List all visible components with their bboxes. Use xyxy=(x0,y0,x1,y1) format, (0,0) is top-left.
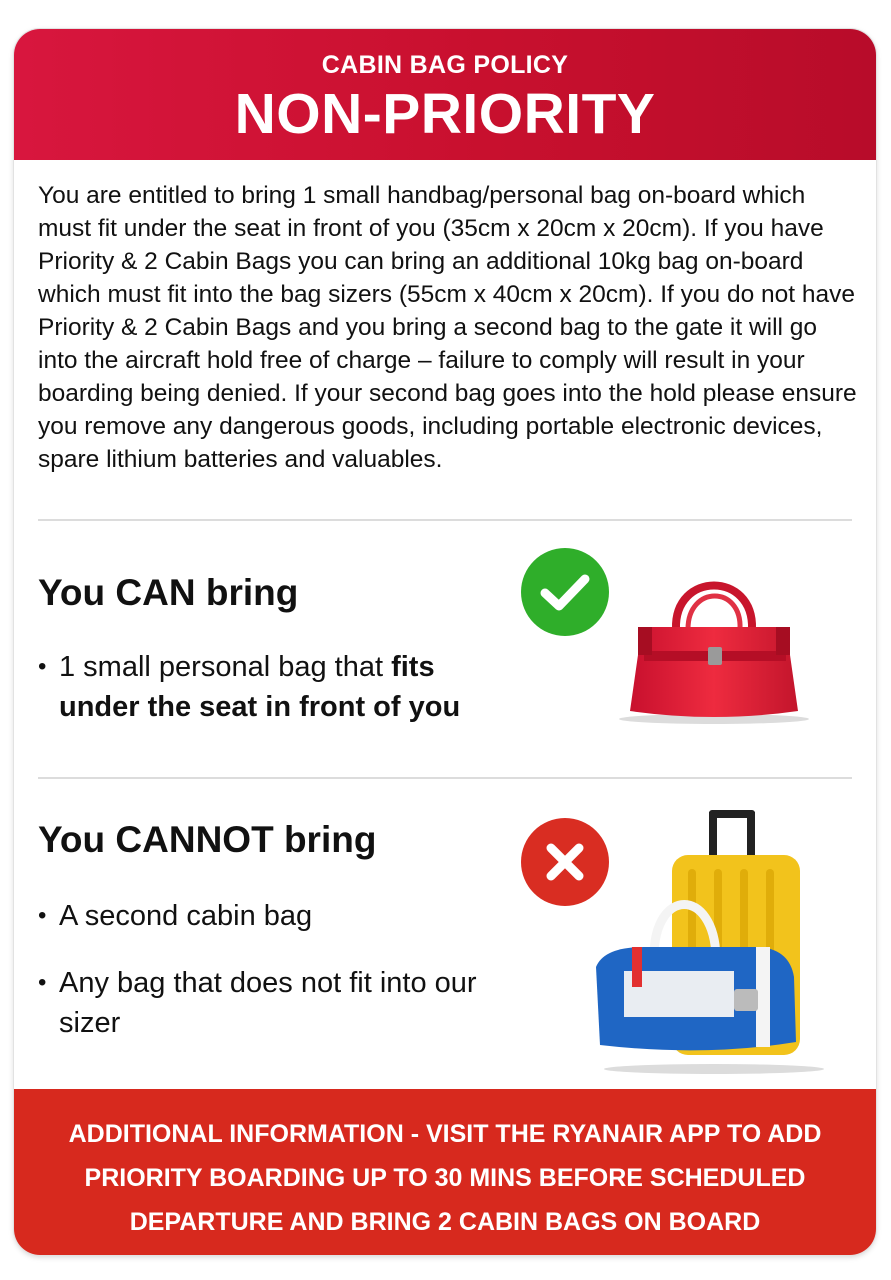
policy-intro-text: You are entitled to bring 1 small handbag/personal bag on-board which must fit under the seat in front of you (35cm x 20cm x 20cm). If you have Priority & 2 Cabin Bags you can bring an additional 10kg bag on-board which must fit into the bag sizers (55cm x 40cm x 20cm). If you do not have Priority & 2 Cabin Bags and you bring a second bag to the gate it will go into the aircraft hold free of charge – failure to comply will result in your boarding being denied. If your second bag goes into the hold please ensure you remove any dangerous goods, including portable electronic devices, spare lithium batteries and valuables. xyxy=(38,182,857,473)
cannot-bring-item xyxy=(38,963,508,1043)
additional-info-banner xyxy=(14,1089,876,1255)
divider-top xyxy=(38,519,852,521)
cabin-bag-policy-card xyxy=(14,29,876,1255)
policy-header xyxy=(14,29,876,160)
check-icon xyxy=(521,548,609,636)
can-bring-item xyxy=(38,647,508,727)
header-title: NON-PRIORITY xyxy=(234,82,656,146)
can-bring-title: You CAN bring xyxy=(38,572,299,613)
red-handbag-icon xyxy=(604,561,814,731)
bullet-dot: • xyxy=(38,969,47,996)
additional-info-text: ADDITIONAL INFORMATION - VISIT THE RYANAIR APP TO ADD PRIORITY BOARDING UP TO 30 MINS BEFORE SCHEDULED DEPARTURE AND BRING 2 CABIN BAGS ON BOARD xyxy=(68,1120,822,1236)
cannot-bring-item-text: A second cabin bag xyxy=(59,900,313,932)
luggage-bags-icon xyxy=(584,807,824,1077)
can-bring-item-text: 1 small personal bag that xyxy=(59,651,392,683)
cannot-bring-item xyxy=(38,896,508,936)
divider-middle xyxy=(38,777,852,779)
header-subtitle: CABIN BAG POLICY xyxy=(321,51,569,79)
bullet-dot: • xyxy=(38,653,47,680)
cannot-bring-title: You CANNOT bring xyxy=(38,819,377,860)
cannot-bring-item-text: Any bag that does not fit into our sizer xyxy=(59,967,477,1039)
bullet-dot: • xyxy=(38,902,47,929)
can-bring-item-bold: fits under the seat in front of you xyxy=(59,651,461,723)
